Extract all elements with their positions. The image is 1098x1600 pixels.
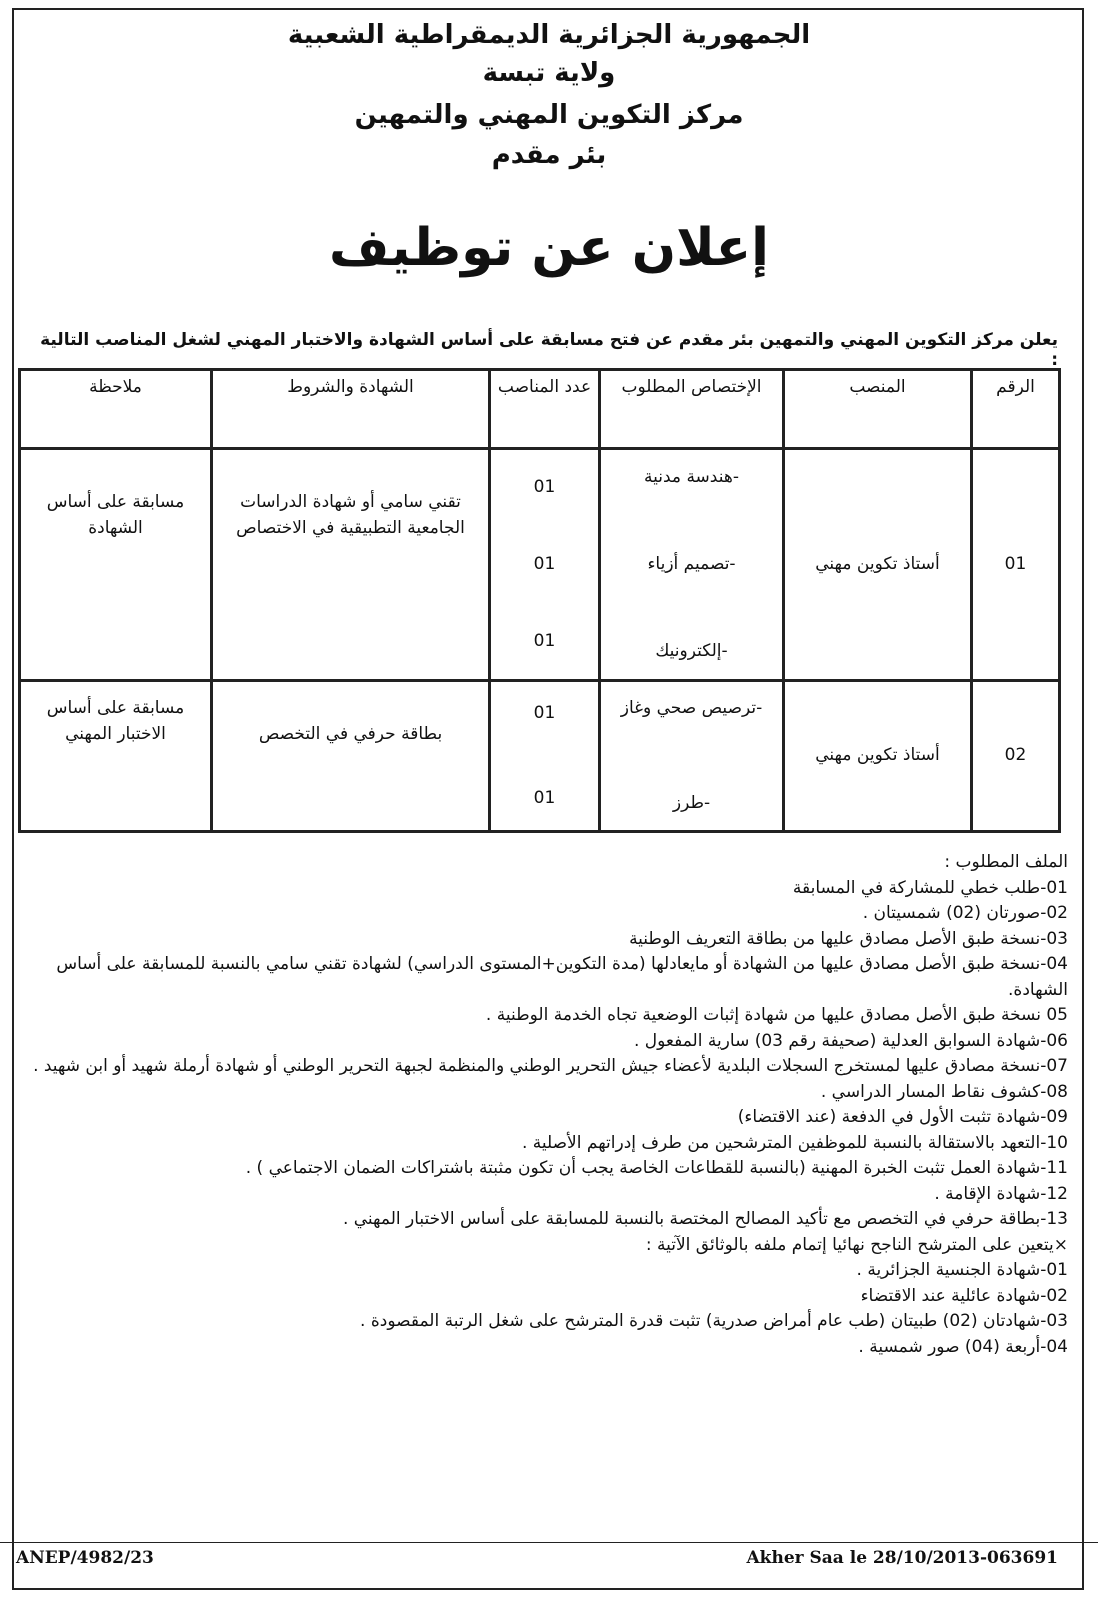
row-specialties bbox=[600, 449, 784, 681]
requirement-item: 10-التعهد بالاستقالة بالنسبة للموظفين المترشحين من طرف إدراتهم الأصلية . bbox=[521, 1132, 1068, 1153]
specialty-item: -إلكترونيك bbox=[655, 641, 728, 661]
header-count: عدد المناصب bbox=[490, 370, 600, 449]
header-center: مركز التكوين المهني والتمهين bbox=[354, 100, 744, 130]
requirement-item: 12-شهادة الإقامة . bbox=[934, 1183, 1068, 1204]
final-requirement-item: 02-شهادة عائلية عند الاقتضاء bbox=[860, 1285, 1068, 1306]
requirement-item: 13-بطاقة حرفي في التخصص مع تأكيد المصالح المختصة بالنسبة للمسابقة على أساس الاختبار المهني . bbox=[342, 1209, 1068, 1229]
table-header-row bbox=[20, 370, 1060, 449]
footer-divider bbox=[0, 1542, 1098, 1543]
row-number: 01 bbox=[972, 449, 1060, 681]
requirement-item: 07-نسخة مصادق عليها لمستخرج السجلات البلدية لأعضاء جيش التحرير الوطني والمنظمة لجبهة التحرير الوطني أو شهادة أرملة شهيد أو ابن شهيد . bbox=[33, 1056, 1068, 1076]
requirement-item: 03-نسخة طبق الأصل مصادق عليها من بطاقة التعريف الوطنية bbox=[629, 928, 1068, 949]
footer-source: Akher Saa le 28/10/2013-063691 bbox=[746, 1548, 1058, 1568]
count-item: 01 bbox=[533, 476, 556, 497]
header-certificate: الشهادة والشروط bbox=[212, 370, 490, 449]
header-republic: الجمهورية الجزائرية الديمقراطية الشعبية bbox=[287, 20, 811, 50]
row-counts bbox=[490, 681, 600, 832]
specialty-item: -ترصيص صحي وغاز bbox=[620, 698, 763, 718]
notice-intro: يعلن مركز التكوين المهني والتمهين بئر مقدم عن فتح مسابقة على أساس الشهادة والاختبار المهني لشغل المناصب التالية : bbox=[40, 330, 1058, 370]
requirement-item: 04-نسخة طبق الأصل مصادق عليها من الشهادة أو مايعادلها (مدة التكوين+المستوى الدراسي) لشهادة تقني سامي بالنسبة للمسابقة على أساس الشهادة. bbox=[56, 954, 1068, 1000]
final-requirements-heading: ×يتعين على المترشح الناجح نهائيا إتمام ملفه بالوثائق الآتية : bbox=[645, 1234, 1068, 1255]
count-item: 01 bbox=[533, 631, 556, 651]
table-row bbox=[20, 681, 1060, 832]
requirement-item: 11-شهادة العمل تثبت الخبرة المهنية (بالنسبة للقطاعات الخاصة يجب أن تكون مثبتة باشتراكات الضمان الاجتماعي ) . bbox=[245, 1158, 1068, 1178]
final-requirement-item: 01-شهادة الجنسية الجزائرية . bbox=[856, 1260, 1068, 1280]
row-certificate: بطاقة حرفي في التخصص bbox=[212, 681, 490, 832]
final-requirement-item: 03-شهادتان (02) طبيتان (طب عام أمراض صدرية) تثبت قدرة المترشح على شغل الرتبة المقصودة . bbox=[360, 1311, 1068, 1331]
requirement-item: 05 نسخة طبق الأصل مصادق عليها من شهادة إثبات الوضعية تجاه الخدمة الوطنية . bbox=[485, 1005, 1068, 1025]
requirement-item: 01-طلب خطي للمشاركة في المسابقة bbox=[792, 877, 1068, 898]
specialty-item: -هندسة مدنية bbox=[644, 466, 739, 487]
requirement-item: 09-شهادة تثبت الأول في الدفعة (عند الاقتضاء) bbox=[737, 1107, 1068, 1127]
specialty-item: -تصميم أزياء bbox=[647, 553, 736, 574]
table-row bbox=[20, 449, 1060, 681]
row-note: مسابقة على أساس الشهادة bbox=[20, 449, 212, 681]
count-item: 01 bbox=[533, 787, 556, 808]
row-note: مسابقة على أساس الاختبار المهني bbox=[20, 681, 212, 832]
row-number: 02 bbox=[972, 681, 1060, 832]
requirement-item: 08-كشوف نقاط المسار الدراسي . bbox=[820, 1081, 1068, 1102]
specialty-item: -طرز bbox=[672, 792, 711, 813]
notice-title: إعلان عن توظيف bbox=[329, 218, 769, 278]
row-certificate: تقني سامي أو شهادة الدراسات الجامعية التطبيقية في الاختصاص bbox=[212, 449, 490, 681]
requirement-item: 06-شهادة السوابق العدلية (صحيفة رقم 03) سارية المفعول . bbox=[633, 1030, 1068, 1051]
posts-table bbox=[18, 368, 1061, 833]
requirements-heading: الملف المطلوب : bbox=[944, 852, 1068, 872]
header-wilaya: ولاية تبسة bbox=[482, 58, 616, 88]
footer-reference: ANEP/4982/23 bbox=[16, 1548, 154, 1568]
header-location: بئر مقدم bbox=[491, 140, 607, 170]
row-post: أستاذ تكوين مهني bbox=[784, 449, 972, 681]
header-number: الرقم bbox=[972, 370, 1060, 449]
requirements-section bbox=[26, 850, 1068, 1360]
header-specialty: الإختصاص المطلوب bbox=[600, 370, 784, 449]
row-counts bbox=[490, 449, 600, 681]
header-note: ملاحظة bbox=[20, 370, 212, 449]
final-requirement-item: 04-أربعة (04) صور شمسية . bbox=[858, 1336, 1068, 1357]
count-item: 01 bbox=[533, 553, 556, 574]
requirement-item: 02-صورتان (02) شمسيتان . bbox=[862, 903, 1068, 923]
count-item: 01 bbox=[533, 703, 556, 723]
row-post: أستاذ تكوين مهني bbox=[784, 681, 972, 832]
header-post: المنصب bbox=[784, 370, 972, 449]
row-specialties bbox=[600, 681, 784, 832]
